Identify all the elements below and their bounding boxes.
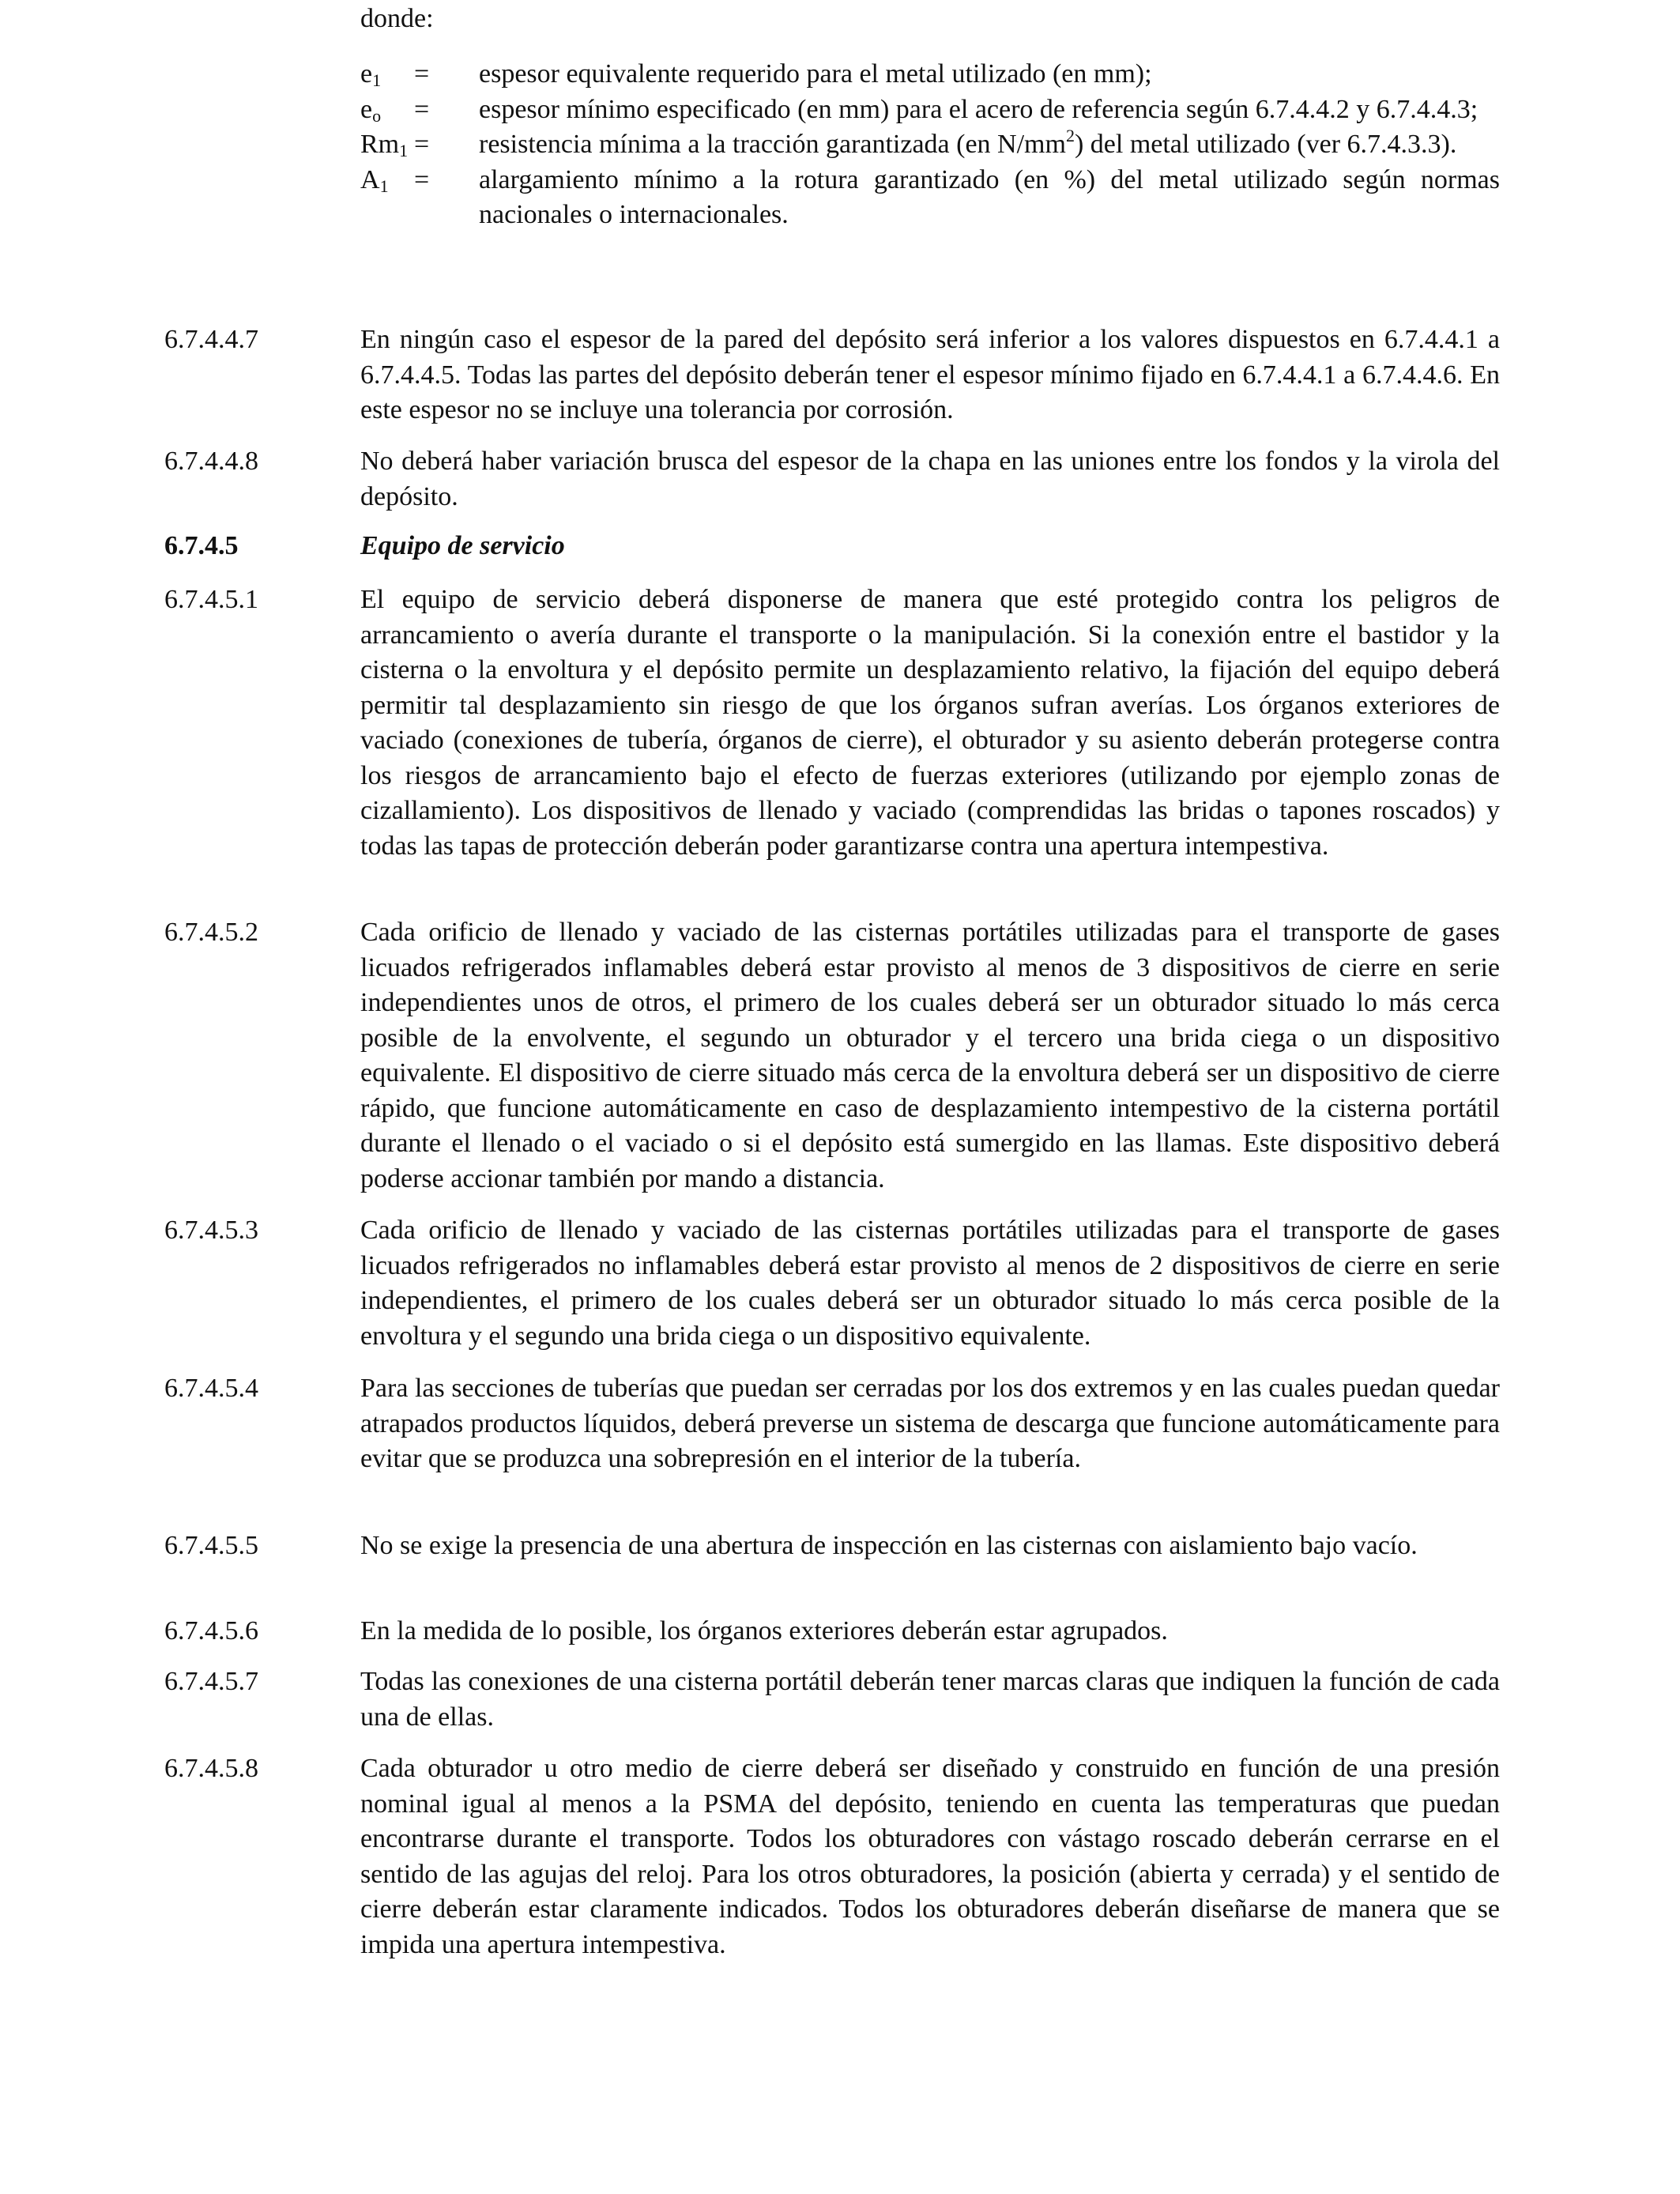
section-text: El equipo de servicio deberá disponerse de manera que esté protegido contra los peligros de arrancamiento o avería durante el transporte o la manipulación. Si la conexión entre el bastidor y la cisterna o la envoltura y el depósito permite un desplazamiento relativo, la fijación del equipo deberá permitir tal desplazamiento sin riesgo de que los órganos sufran averías. Los órganos exteriores de vaciado (conexiones de tubería, órganos de cierre), el obturador y su asiento deberán protegerse contra los riesgos de arrancamiento bajo el efecto de fuerzas exteriores (utilizando por ejemplo zonas de cizallamiento). Los dispositivos de llenado y vaciado (comprendidas las bridas o tapones roscados) y todas las tapas de protección deberán poder garantizarse contra una apertura intempestiva.	[360, 585, 1500, 861]
section-text: Todas las conexiones de una cisterna portátil deberán tener marcas claras que indiquen la función de cada una de ellas.	[360, 1667, 1500, 1732]
section-number: 6.7.4.5.8	[164, 1754, 258, 1783]
section-number: 6.7.4.5.6	[164, 1616, 258, 1646]
section-text: Cada orificio de llenado y vaciado de las cisternas portátiles utilizadas para el transporte de gases licuados refrigerados no inflamables deberá estar provisto al menos de 2 dispositivos de cierre en serie independientes, el primero de los cuales deberá ser un obturador situado lo más cerca posible de la envoltura y el segundo una brida ciega o un dispositivo equivalente.	[360, 1216, 1500, 1351]
section-text: Para las secciones de tuberías que puedan ser cerradas por los dos extremos y en las cuales puedan quedar atrapados productos líquidos, deberá preverse un sistema de descarga que funcione automáticamente para evitar que se produzca una sobrepresión en el interior de la tubería.	[360, 1374, 1500, 1473]
definition-equals: =	[414, 130, 430, 159]
definition-item	[360, 163, 1500, 233]
section-6-7-4-5-5	[164, 1529, 1500, 1564]
section-text: No se exige la presencia de una abertura de inspección en las cisternas con aislamiento bajo vacío.	[360, 1531, 1418, 1560]
section-number: 6.7.4.5.1	[164, 585, 258, 614]
definition-text: espesor equivalente requerido para el metal utilizado (en mm);	[479, 59, 1152, 89]
section-text: Cada obturador u otro medio de cierre deberá ser diseñado y construido en función de una presión nominal igual al menos a la PSMA del depósito, teniendo en cuenta las temperaturas que puedan encontrarse durante el transporte. Todos los obturadores con vástago roscado deberán cerrarse en el sentido de las agujas del reloj. Para los otros obturadores, la posición (abierta y cerrada) y el sentido de cierre deberán estar claramente indicados. Todos los obturadores deberán diseñarse de manera que se impida una apertura intempestiva.	[360, 1754, 1500, 1959]
section-text: En ningún caso el espesor de la pared del depósito será inferior a los valores dispuestos en 6.7.4.4.1 a 6.7.4.4.5. Todas las partes del depósito deberán tener el espesor mínimo fijado en 6.7.4.4.1 a 6.7.4.4.6. En este espesor no se incluye una tolerancia por corrosión.	[360, 325, 1500, 424]
section-text: En la medida de lo posible, los órganos exteriores deberán estar agrupados.	[360, 1616, 1168, 1646]
section-6-7-4-5-1	[164, 582, 1500, 864]
section-6-7-4-4-8	[164, 444, 1500, 515]
heading-number: 6.7.4.5	[164, 531, 239, 560]
section-number: 6.7.4.5.2	[164, 918, 258, 947]
definition-equals: =	[414, 59, 430, 89]
definition-equals: =	[414, 164, 430, 194]
section-number: 6.7.4.5.7	[164, 1667, 258, 1696]
section-6-7-4-5-4	[164, 1371, 1500, 1477]
section-6-7-4-5-2	[164, 915, 1500, 1197]
section-heading-6-7-4-5	[164, 529, 1500, 564]
definition-symbol: $e_1$	[360, 59, 382, 90]
definition-item	[360, 57, 1500, 92]
definition-text: alargamiento mínimo a la rotura garantizado (en %) del metal utilizado según normas nacionales o internacionales.	[479, 164, 1500, 229]
definitions-list	[360, 57, 1500, 233]
intro-text: donde:	[360, 4, 434, 33]
definition-symbol: $Rm_1$	[360, 130, 409, 160]
section-number: 6.7.4.5.4	[164, 1374, 258, 1403]
definition-text: resistencia mínima a la tracción garantizada (en $N/mm^2$) del metal utilizado (ver 6.7.4.3.3).	[479, 126, 1457, 159]
definition-symbol: $A_1$	[360, 164, 389, 196]
section-number: 6.7.4.4.8	[164, 447, 258, 476]
section-number: 6.7.4.5.5	[164, 1531, 258, 1560]
definition-item	[360, 127, 1500, 163]
definition-item	[360, 92, 1500, 128]
section-6-7-4-5-6	[164, 1614, 1500, 1649]
section-6-7-4-5-7	[164, 1664, 1500, 1735]
section-text: No deberá haber variación brusca del espesor de la chapa en las uniones entre los fondos y la virola del depósito.	[360, 447, 1500, 511]
section-6-7-4-5-8	[164, 1751, 1500, 1962]
section-number: 6.7.4.5.3	[164, 1216, 258, 1245]
definition-equals: =	[414, 94, 430, 124]
section-text: Cada orificio de llenado y vaciado de las cisternas portátiles utilizadas para el transporte de gases licuados refrigerados inflamables deberá estar provisto al menos de 3 dispositivos de cierre en serie independientes unos de otros, el primero de los cuales deberá ser un obturador situado lo más cerca posible de la envolvente, el segundo un obturador y el tercero una brida ciega o un dispositivo equivalente. El dispositivo de cierre situado más cerca de la envoltura deberá ser un dispositivo de cierre rápido, que funcione automáticamente en caso de desplazamiento intempestivo de la cisterna portátil durante el llenado o el vaciado o si el depósito está sumergido en las llamas. Este dispositivo deberá poderse accionar también por mando a distancia.	[360, 918, 1500, 1193]
definition-symbol: $e_o$	[360, 94, 382, 126]
section-6-7-4-4-7	[164, 322, 1500, 428]
heading-title: Equipo de servicio	[360, 531, 565, 560]
section-number: 6.7.4.4.7	[164, 325, 258, 354]
section-6-7-4-5-3	[164, 1213, 1500, 1354]
definition-text: espesor mínimo especificado (en mm) para el acero de referencia según 6.7.4.4.2 y 6.7.4.4.3;	[479, 94, 1478, 124]
